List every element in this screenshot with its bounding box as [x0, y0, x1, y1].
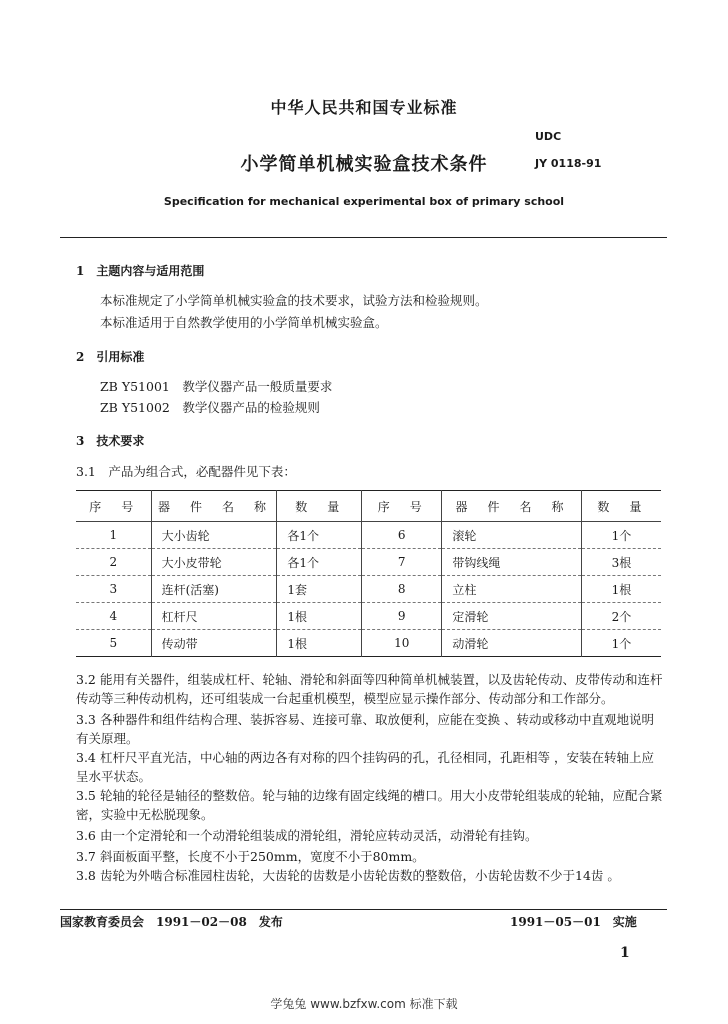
clause-number: 3.7	[76, 849, 96, 864]
cell-no: 5	[76, 630, 151, 657]
section-3-heading: 3 技术要求	[76, 434, 145, 448]
page-number: 1	[620, 945, 630, 961]
cell-qty: 2个	[581, 603, 661, 630]
cell-name: 动滑轮	[442, 630, 581, 657]
col-header-name: 器 件 名 称	[442, 491, 581, 522]
document-title: 小学简单机械实验盒技术条件	[240, 154, 488, 175]
section-2-heading: 2 引用标准	[76, 350, 145, 364]
clause-text: 由一个定滑轮和一个动滑轮组装成的滑轮组，滑轮应转动灵活，动滑轮有挂钩。	[100, 828, 538, 843]
cell-qty: 1根	[581, 576, 661, 603]
clause-text: 能用有关器件，组装成杠杆、轮轴、滑轮和斜面等四种简单机械装置，以及齿轮传动、皮带传动和连杆传动等三种传动机构，还可组装成一台起重机模型，模型应显示操作部分、传动部分和工作部分。	[76, 672, 663, 706]
cell-qty: 各1个	[277, 522, 362, 549]
clause-number: 3.6	[76, 828, 96, 843]
cell-name: 杠杆尺	[151, 603, 277, 630]
clause-3-1: 3.1 产品为组合式，必配器件见下表：	[76, 464, 296, 479]
cell-qty: 1根	[277, 630, 362, 657]
col-header-qty: 数 量	[581, 491, 661, 522]
section-1-paragraph: 本标准适用于自然教学使用的小学简单机械实验盒。	[100, 315, 388, 330]
watermark: 学兔兔 www.bzfxw.com 标准下载	[270, 997, 458, 1011]
clause-3-8	[76, 866, 666, 885]
cell-name: 大小皮带轮	[151, 549, 277, 576]
cell-name: 滚轮	[442, 522, 581, 549]
reference-item: ZB Y51001 教学仪器产品一般质量要求	[100, 379, 333, 394]
cell-no: 8	[362, 576, 442, 603]
section-1-paragraph: 本标准规定了小学简单机械实验盒的技术要求，试验方法和检验规则。	[100, 293, 488, 308]
cell-qty: 1个	[581, 630, 661, 657]
table-row	[76, 576, 661, 603]
clause-3-5	[76, 786, 666, 824]
english-title: Specification for mechanical experimental box of primary school	[163, 195, 565, 208]
clause-text: 齿轮为外啮合标准园柱齿轮，大齿轮的齿数是小齿轮齿数的整数倍，小齿轮齿数不少于14齿 。	[100, 868, 620, 883]
clause-text: 杠杆尺平直光洁，中心轴的两边各有对称的四个挂钩码的孔，孔径相同，孔距相等 ，安装在转轴上应呈水平状态。	[76, 750, 654, 784]
col-header-no: 序 号	[362, 491, 442, 522]
clause-text: 斜面板面平整，长度不小于250mm，宽度不小于80mm。	[100, 849, 425, 864]
cell-no: 9	[362, 603, 442, 630]
table-row	[76, 630, 661, 657]
parts-table	[76, 490, 661, 657]
cell-name: 传动带	[151, 630, 277, 657]
clause-number: 3.2	[76, 672, 96, 687]
cell-name: 立柱	[442, 576, 581, 603]
cell-name: 带钩线绳	[442, 549, 581, 576]
cell-no: 3	[76, 576, 151, 603]
cell-qty: 1个	[581, 522, 661, 549]
clause-3-2	[76, 670, 666, 708]
table-row	[76, 549, 661, 576]
publish-info: 国家教育委员会 1991－02－08 发布	[60, 915, 283, 929]
clause-number: 3.8	[76, 868, 96, 883]
cell-qty: 各1个	[277, 549, 362, 576]
issuing-body: 中华人民共和国专业标准	[270, 98, 458, 117]
table-header-row	[76, 491, 661, 522]
cell-name: 大小齿轮	[151, 522, 277, 549]
clause-3-6	[76, 826, 666, 845]
cell-no: 4	[76, 603, 151, 630]
header-divider	[60, 237, 667, 238]
clause-number: 3.4	[76, 750, 96, 765]
udc-label: UDC	[535, 130, 562, 143]
cell-no: 2	[76, 549, 151, 576]
table-row	[76, 522, 661, 549]
clause-number: 3.3	[76, 712, 96, 727]
col-header-name: 器 件 名 称	[151, 491, 277, 522]
cell-name: 定滑轮	[442, 603, 581, 630]
cell-name: 连杆(活塞)	[151, 576, 277, 603]
col-header-no: 序 号	[76, 491, 151, 522]
cell-no: 7	[362, 549, 442, 576]
clause-3-4	[76, 748, 666, 786]
implement-info: 1991－05－01 实施	[510, 915, 637, 929]
cell-no: 6	[362, 522, 442, 549]
section-1-heading: 1 主题内容与适用范围	[76, 264, 205, 278]
cell-no: 10	[362, 630, 442, 657]
reference-item: ZB Y51002 教学仪器产品的检验规则	[100, 400, 320, 415]
clause-text: 轮轴的轮径是轴径的整数倍。轮与轴的边缘有固定线绳的槽口。用大小皮带轮组装成的轮轴，应配合紧密，实验中无松脱现象。	[76, 788, 663, 822]
standard-code: JY 0118-91	[535, 157, 602, 170]
clause-number: 3.5	[76, 788, 96, 803]
cell-qty: 1套	[277, 576, 362, 603]
col-header-qty: 数 量	[277, 491, 362, 522]
cell-no: 1	[76, 522, 151, 549]
table-row	[76, 603, 661, 630]
footer-divider	[60, 909, 667, 910]
clause-3-3	[76, 710, 666, 748]
clause-text: 各种器件和组件结构合理、装拆容易、连接可靠、取放便利，应能在变换 、转动或移动中直观地说明有关原理。	[76, 712, 654, 746]
cell-qty: 3根	[581, 549, 661, 576]
cell-qty: 1根	[277, 603, 362, 630]
clause-3-7	[76, 847, 666, 866]
